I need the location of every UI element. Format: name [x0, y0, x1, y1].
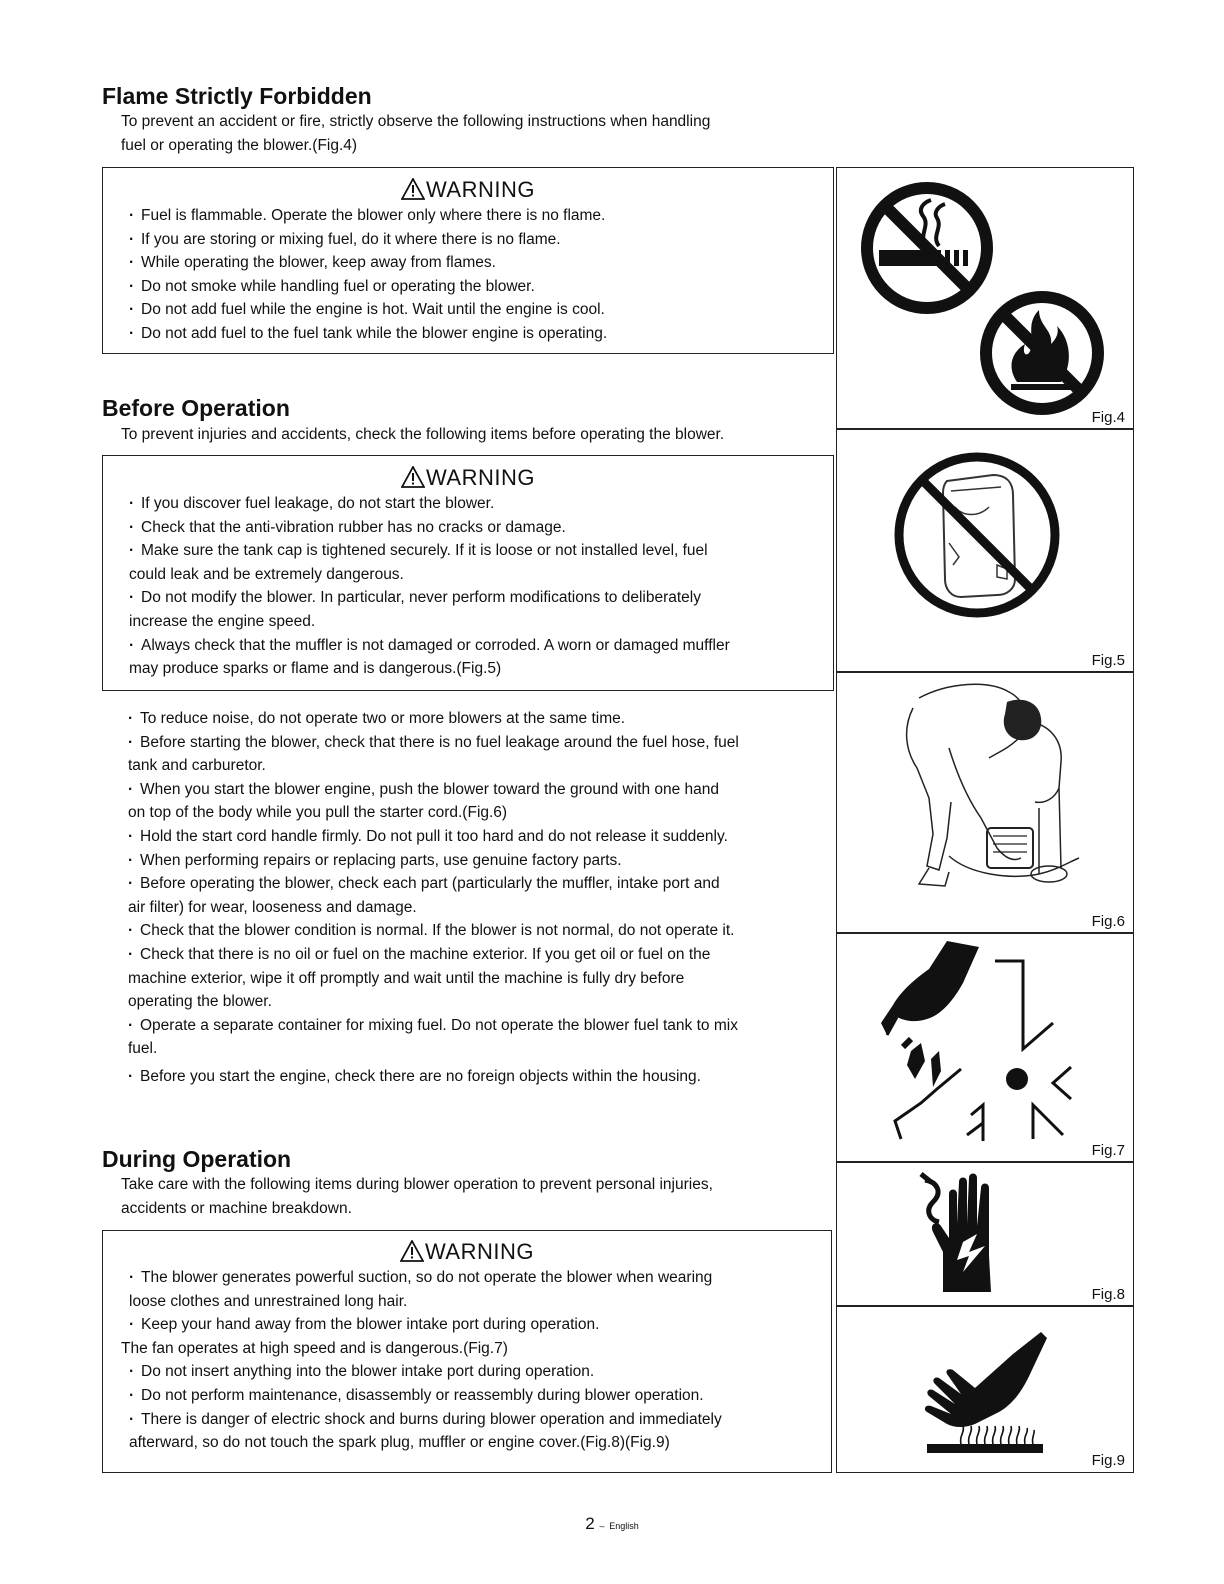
no-open-flame-icon	[975, 286, 1109, 420]
list-item: · Do not modify the blower. In particular, never perform modifications to deliberately	[103, 586, 833, 610]
footer-separator: –	[599, 1521, 605, 1531]
list-item: · Before starting the blower, check that there is no fuel leakage around the fuel hose, fuel	[102, 731, 837, 755]
before-intro: To prevent injuries and accidents, check the following items before operating the blower.	[121, 426, 725, 443]
list-item: air filter) for wear, looseness and damage.	[128, 898, 417, 916]
during-intro	[121, 1173, 713, 1220]
electric-shock-hand-icon	[919, 1172, 1015, 1296]
figure-7-label: Fig.7	[1091, 1142, 1125, 1159]
figure-6	[836, 671, 1134, 934]
page-footer	[0, 1514, 1224, 1534]
list-item: · Do not insert anything into the blower intake port during operation.	[103, 1360, 831, 1384]
list-item: · Always check that the muffler is not damaged or corroded. A worn or damaged muffler	[103, 634, 833, 658]
list-item: · Check that the anti-vibration rubber has no cracks or damage.	[103, 516, 833, 540]
warning-box-before	[102, 455, 834, 691]
list-item: operating the blower.	[128, 993, 272, 1011]
figure-7	[836, 932, 1134, 1163]
list-item: · If you are storing or mixing fuel, do it where there is no flame.	[103, 228, 833, 252]
general-list-before	[102, 707, 837, 1089]
list-item: increase the engine speed.	[129, 612, 316, 630]
list-item: The fan operates at high speed and is dangerous.(Fig.7)	[121, 1339, 508, 1357]
page-number: 2	[585, 1514, 595, 1533]
flame-intro	[121, 110, 710, 157]
list-item: afterward, so do not touch the spark plug, muffler or engine cover.(Fig.8)(Fig.9)	[129, 1434, 670, 1452]
list-item: · To reduce noise, do not operate two or more blowers at the same time.	[102, 707, 837, 731]
list-item: tank and carburetor.	[128, 757, 266, 775]
list-item: · Do not add fuel while the engine is hot. Wait until the engine is cool.	[103, 298, 833, 322]
during-intro-line-1: Take care with the following items during blower operation to prevent personal injuries,	[121, 1176, 713, 1193]
list-item: · Make sure the tank cap is tightened securely. If it is loose or not installed level, fuel	[103, 539, 833, 563]
list-item: · Check that the blower condition is normal. If the blower is not normal, do not operate it.	[102, 919, 837, 943]
during-intro-line-2: accidents or machine breakdown.	[121, 1199, 352, 1217]
figure-4-label: Fig.4	[1091, 409, 1125, 426]
list-item: · Check that there is no oil or fuel on the machine exterior. If you get oil or fuel on the	[102, 943, 837, 967]
operator-starting-blower-icon	[889, 678, 1085, 904]
figure-8-label: Fig.8	[1091, 1286, 1125, 1303]
warning-list-during	[103, 1266, 831, 1455]
warning-list-before	[103, 492, 833, 681]
footer-language: English	[609, 1521, 639, 1531]
warning-list-flame	[103, 204, 833, 346]
figure-5-label: Fig.5	[1091, 652, 1125, 669]
list-item: · Before you start the engine, check there are no foreign objects within the housing.	[102, 1065, 837, 1089]
list-item: · Keep your hand away from the blower intake port during operation.	[103, 1313, 831, 1337]
warning-triangle-icon	[401, 466, 425, 488]
figure-6-label: Fig.6	[1091, 913, 1125, 930]
hot-surface-hand-icon	[921, 1332, 1051, 1458]
no-damaged-muffler-icon	[889, 447, 1065, 623]
list-item: loose clothes and unrestrained long hair.	[129, 1292, 408, 1310]
section-heading-before: Before Operation	[102, 395, 290, 421]
list-item: · There is danger of electric shock and burns during blower operation and immediately	[103, 1408, 831, 1432]
list-item: · When performing repairs or replacing parts, use genuine factory parts.	[102, 849, 837, 873]
warning-triangle-icon	[401, 178, 425, 200]
section-heading-flame: Flame Strictly Forbidden	[102, 83, 372, 109]
figure-9	[836, 1305, 1134, 1473]
section-heading-during: During Operation	[102, 1146, 292, 1172]
list-item: machine exterior, wipe it off promptly and wait until the machine is fully dry before	[128, 969, 685, 987]
warning-title-during-text: WARNING	[424, 1239, 534, 1264]
flame-intro-line-2: fuel or operating the blower.(Fig.4)	[121, 136, 358, 154]
warning-title-flame	[103, 176, 833, 204]
warning-title-before-text: WARNING	[425, 465, 535, 490]
list-item: · If you discover fuel leakage, do not start the blower.	[103, 492, 833, 516]
warning-title-before	[103, 464, 833, 492]
flame-intro-line-1: To prevent an accident or fire, strictly observe the following instructions when handling	[121, 113, 711, 130]
list-item: · While operating the blower, keep away from flames.	[103, 251, 833, 275]
figure-8	[836, 1161, 1134, 1307]
list-item: · Hold the start cord handle firmly. Do not pull it too hard and do not release it suddenly.	[102, 825, 837, 849]
figure-5	[836, 428, 1134, 673]
list-item: · Before operating the blower, check each part (particularly the muffler, intake port and	[102, 872, 837, 896]
figure-4	[836, 167, 1134, 430]
list-item: · When you start the blower engine, push the blower toward the ground with one hand	[102, 778, 837, 802]
list-item: · The blower generates powerful suction, so do not operate the blower when wearing	[103, 1266, 831, 1290]
list-item: may produce sparks or flame and is dangerous.(Fig.5)	[129, 660, 502, 678]
list-item: on top of the body while you pull the starter cord.(Fig.6)	[128, 804, 508, 822]
warning-triangle-icon	[400, 1240, 424, 1262]
warning-box-flame	[102, 167, 834, 354]
list-item: · Do not smoke while handling fuel or operating the blower.	[103, 275, 833, 299]
figure-9-label: Fig.9	[1091, 1452, 1125, 1469]
list-item: could leak and be extremely dangerous.	[129, 565, 404, 583]
warning-title-during	[103, 1238, 831, 1266]
list-item: · Do not add fuel to the fuel tank while the blower engine is operating.	[103, 322, 833, 346]
warning-box-during	[102, 1230, 832, 1473]
list-item: · Operate a separate container for mixing fuel. Do not operate the blower fuel tank to mix	[102, 1014, 837, 1038]
warning-title-flame-text: WARNING	[425, 177, 535, 202]
figure-column	[836, 167, 1134, 1473]
rotating-fan-hand-icon	[867, 939, 1087, 1149]
list-item: fuel.	[128, 1040, 158, 1058]
list-item: · Fuel is flammable. Operate the blower only where there is no flame.	[103, 204, 833, 228]
list-item: · Do not perform maintenance, disassembly or reassembly during blower operation.	[103, 1384, 831, 1408]
